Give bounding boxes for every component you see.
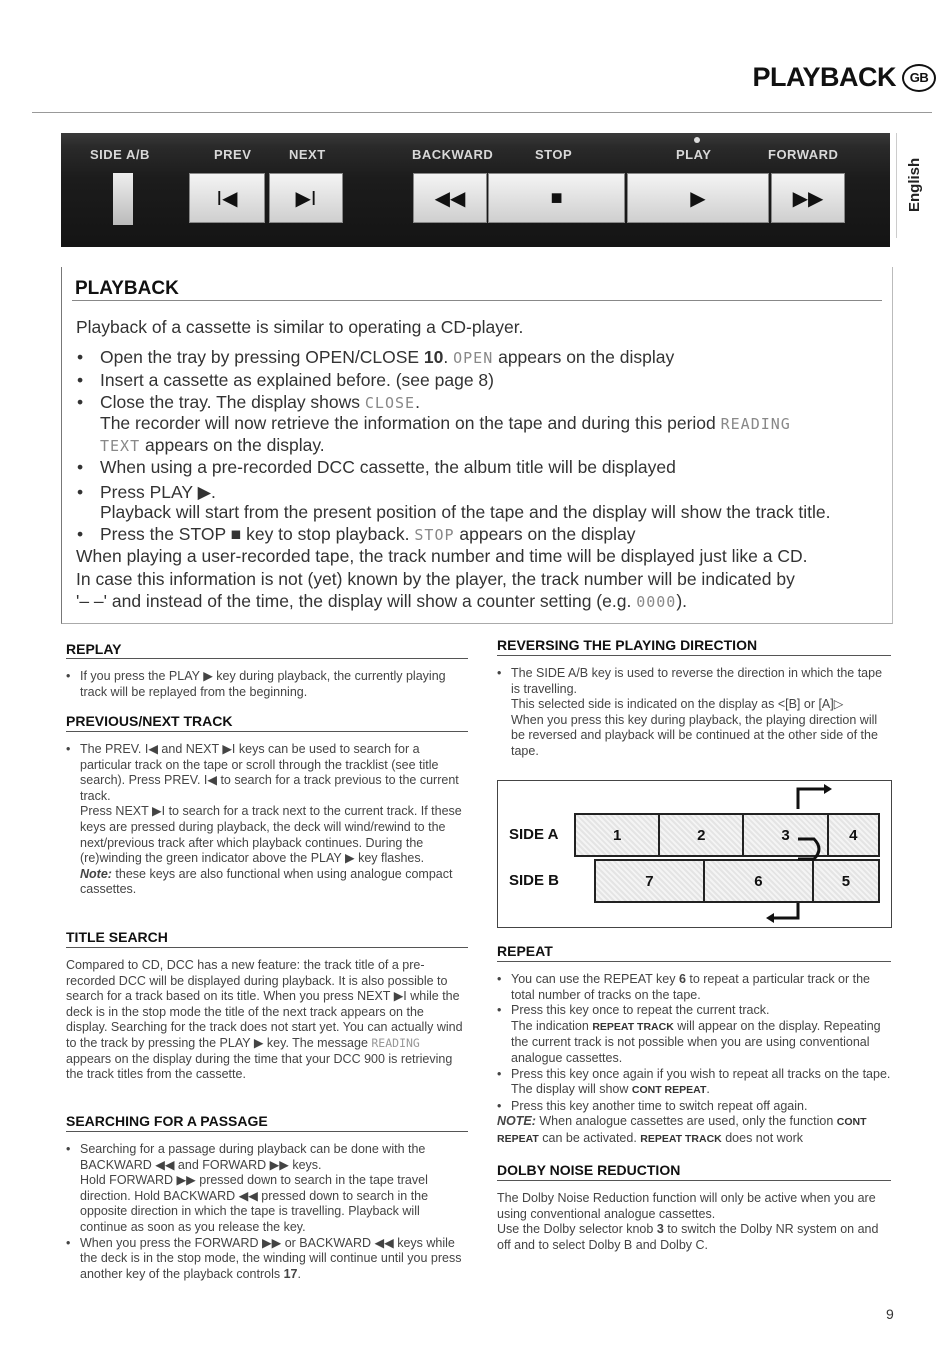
passage-block <box>66 1142 468 1282</box>
playback-intro: Playback of a cassette is similar to operating a CD-player. <box>76 317 524 337</box>
passage-rule <box>66 1131 468 1132</box>
forward-label: FORWARD <box>768 147 839 162</box>
passage-p1: • Searching for a passage during playback can be done with the BACKWARD ◀◀ and FORWARD ▶▶ keys. <box>66 1142 468 1173</box>
prev-next-note <box>66 867 468 898</box>
repeat-b4: • Press this key another time to switch repeat off again. <box>497 1099 891 1115</box>
reversing-block <box>497 666 891 760</box>
stop-key: ■ <box>488 173 625 223</box>
playback-bullet-open: • Open the tray by pressing OPEN/CLOSE 10. OPEN appears on the display <box>100 346 674 369</box>
reversing-p3: When you press this key during playback, the playing direction will be reversed and playback will be continued at the other side of the tape. <box>511 712 878 758</box>
page-title <box>752 62 936 93</box>
side-a-track: 2 <box>660 815 744 855</box>
control-strip-photo <box>61 133 890 247</box>
prev-next-p2: Press NEXT ▶I to search for a track next to the current track. If these keys are pressed during playback, the deck will wind/rewind to the next/previous track after which playback continues. During the (re)winding the green indicator above the PLAY ▶ key flashes. <box>80 804 462 866</box>
repeat-b1 <box>497 972 891 1003</box>
playback-play-cont: Playback will start from the present position of the tape and the display will show the track title. <box>100 502 831 522</box>
prev-next-rule <box>66 731 468 732</box>
title-search-text <box>66 958 468 1083</box>
playback-close-cont2 <box>100 434 325 457</box>
gb-badge: GB <box>902 64 936 92</box>
ts-pre: Compared to CD, DCC has a new feature: the track title of a pre-recorded DCC will be displayed during playback. It is also possible to search for a track based on its title. When you press NEXT ▶I while the deck is in the stop mode the title of the next track appears on the display. Searching for the track does not start yet. You can actually wind to the track by pressing the PLAY ▶ key. The message <box>66 958 463 1050</box>
dolby-p1: The Dolby Noise Reduction function will only be active when you are using conventional analogue cassettes. <box>497 1191 876 1221</box>
dolby-rule <box>497 1180 891 1181</box>
d-p2-post: to switch the Dolby NR system on and off and to select Dolby B and Dolby C. <box>497 1222 879 1252</box>
r-b2-sc: REPEAT TRACK <box>592 1020 674 1033</box>
ts-lcd: READING <box>371 1035 420 1050</box>
b6-post: appears on the display <box>454 524 636 544</box>
page-number: 9 <box>886 1306 894 1322</box>
reversing-heading: REVERSING THE PLAYING DIRECTION <box>497 637 758 653</box>
page-title-text: PLAYBACK <box>752 62 896 92</box>
d-p2-num: 3 <box>656 1222 664 1237</box>
reversing-p1: • The SIDE A/B key is used to reverse the direction in which the tape is travelling. <box>497 666 891 697</box>
playback-heading: PLAYBACK <box>75 278 179 299</box>
side-a-track: 4 <box>829 815 878 855</box>
prev-key: I◀ <box>189 173 265 223</box>
repeat-rule <box>497 961 891 962</box>
side-ab-key <box>113 173 133 225</box>
lcd-text: TEXT <box>100 437 141 455</box>
ts-post: appears on the display during the time that your DCC 900 is retrieving the track titles from the cassette. <box>66 1051 453 1082</box>
playback-outro-1: When playing a user-recorded tape, the track number and time will be displayed just like a CD. <box>76 546 808 566</box>
playback-close-cont <box>100 412 791 435</box>
repeat-note <box>497 1114 891 1147</box>
replay-rule <box>66 658 468 659</box>
next-key: ▶I <box>269 173 343 223</box>
r-note-post: does not work <box>721 1130 804 1145</box>
b1-pre: Open the tray by pressing OPEN/CLOSE <box>100 347 424 367</box>
repeat-b2: • Press this key once to repeat the current track. <box>497 1003 891 1019</box>
title-search-heading: TITLE SEARCH <box>66 929 168 945</box>
backward-key: ◀◀ <box>413 173 487 223</box>
repeat-heading: REPEAT <box>497 943 553 959</box>
title-search-rule <box>66 947 468 948</box>
reverse-arrows <box>498 781 891 927</box>
lcd-close: CLOSE <box>364 394 416 412</box>
d-p2-pre: Use the Dolby selector knob <box>497 1222 657 1237</box>
playback-bullet-insert: • Insert a cassette as explained before. (see page 8) <box>100 369 494 391</box>
r-note-sc1: CONT REPEAT <box>497 1116 867 1145</box>
dolby-heading: DOLBY NOISE REDUCTION <box>497 1162 681 1178</box>
p3-pre: When you press the FORWARD ▶▶ or BACKWARD ◀◀ keys while the deck is in the stop mode, the winding will continue until you press another key of the playback controls <box>80 1235 462 1281</box>
side-ab-label: SIDE A/B <box>90 147 150 162</box>
r-note-mid: can be activated. <box>538 1130 641 1145</box>
prev-label: PREV <box>214 147 252 162</box>
language-label: English <box>906 157 923 212</box>
top-rule <box>32 112 932 113</box>
playback-bullet-stop <box>100 523 635 546</box>
r-b3-sc: CONT REPEAT <box>631 1084 707 1097</box>
b3-cont-pre: The recorder will now retrieve the information on the tape and during this period <box>100 413 721 433</box>
side-b-track: 7 <box>596 861 705 901</box>
dolby-block <box>497 1191 891 1253</box>
r-note-label: NOTE: <box>497 1114 536 1129</box>
forward-key: ▶▶ <box>771 173 845 223</box>
lcd-open: OPEN <box>453 349 494 367</box>
playback-bullet-close: • Close the tray. The display shows CLOSE. <box>100 391 420 414</box>
repeat-b3 <box>497 1067 891 1099</box>
r-b1-pre: You can use the REPEAT key <box>511 972 679 986</box>
backward-label: BACKWARD <box>412 147 494 162</box>
r-b3-post: . <box>706 1082 710 1097</box>
outro3-post: ). <box>676 591 688 611</box>
playback-outro-3 <box>76 590 687 613</box>
next-label: NEXT <box>289 147 326 162</box>
b3-pre: Close the tray. The display shows <box>100 392 365 412</box>
side-a-track: 3 <box>744 815 828 855</box>
side-b-track: 5 <box>814 861 878 901</box>
side-b-label: SIDE B <box>509 872 560 889</box>
repeat-block <box>497 972 891 1148</box>
b6-pre: Press the STOP ■ key to stop playback. <box>100 524 415 544</box>
r-b2-post: will appear on the display. Repeating the current track is not possible when you are using conventional analogue cassettes. <box>511 1018 881 1065</box>
play-label: PLAY <box>676 147 712 162</box>
playback-rule <box>72 300 882 301</box>
passage-p3 <box>66 1236 468 1283</box>
playback-outro-2: In case this information is not (yet) known by the player, the track number will be indicated by <box>76 569 795 589</box>
prev-next-heading: PREVIOUS/NEXT TRACK <box>66 713 233 729</box>
r-note-sc2: REPEAT TRACK <box>640 1132 722 1145</box>
playback-bullet-dcc: • When using a pre-recorded DCC cassette, the album title will be displayed <box>100 456 676 478</box>
repeat-b2-cont <box>497 1019 891 1067</box>
play-key: ▶ <box>627 173 769 223</box>
reversing-p2: This selected side is indicated on the display as <[B] or [A]▷ <box>511 697 844 712</box>
side-a-track: 1 <box>576 815 660 855</box>
outro3-pre: '– –' and instead of the time, the display will show a counter setting (e.g. <box>76 591 637 611</box>
passage-p2: Hold FORWARD ▶▶ pressed down to search in the tape travel direction. Hold BACKWARD ◀◀ pressed down to search in the opposite direction in which the tape is travelling. Playback will continue as soon as you release the key. <box>80 1173 429 1234</box>
lcd-stop: STOP <box>414 526 455 544</box>
note-label: Note: <box>80 866 112 881</box>
prev-next-p1: • The PREV. I◀ and NEXT ▶I keys can be used to search for a particular track on the tape or scroll through the tracklist (see title search). Press PREV. I◀ to search for a track previous to the current track. <box>66 742 468 804</box>
lcd-counter: 0000 <box>636 593 677 611</box>
side-b-track: 6 <box>705 861 814 901</box>
passage-heading: SEARCHING FOR A PASSAGE <box>66 1113 268 1129</box>
b3-cont-post: appears on the display. <box>140 435 325 455</box>
b1-num: 10 <box>423 347 444 367</box>
reversing-rule <box>497 655 891 656</box>
note-text: these keys are also functional when using analogue compact cassettes. <box>80 866 453 897</box>
p3-post: . <box>297 1266 301 1281</box>
r-note-pre: When analogue cassettes are used, only the function <box>535 1114 837 1129</box>
p3-num: 17 <box>283 1266 298 1281</box>
r-b1-num: 6 <box>678 972 686 986</box>
playback-bullet-play: • Press PLAY ▶. <box>100 481 216 503</box>
replay-text-block <box>66 669 466 700</box>
play-indicator-led <box>694 137 700 143</box>
prev-next-block <box>66 742 468 898</box>
r-b2-pre: The indication <box>511 1018 593 1033</box>
replay-heading: REPLAY <box>66 641 122 657</box>
side-diagram <box>497 780 892 928</box>
title-search-block <box>66 958 468 1083</box>
side-a-label: SIDE A <box>509 826 559 843</box>
lcd-reading: READING <box>720 415 791 433</box>
b1-post: appears on the display <box>493 347 675 367</box>
stop-label: STOP <box>535 147 573 162</box>
replay-text: • If you press the PLAY ▶ key during playback, the currently playing track will be replayed from the beginning. <box>66 669 466 700</box>
dolby-p2 <box>497 1222 891 1253</box>
r-b3-pre: Press this key once again if you wish to repeat all tracks on the tape. The display will show <box>511 1066 891 1097</box>
r-b1-post: to repeat a particular track or the total number of tracks on the tape. <box>511 972 871 1002</box>
